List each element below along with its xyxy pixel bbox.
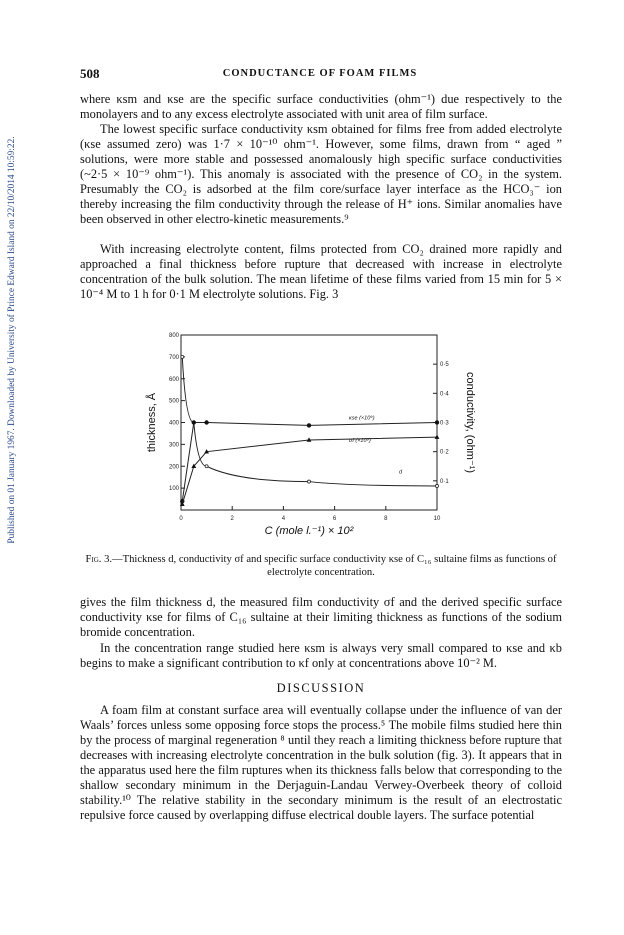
figure-caption-label: Fig. 3. <box>85 554 113 565</box>
x-tick-label-3: 6 <box>332 516 337 522</box>
series-line-0 <box>182 357 437 486</box>
section-heading-discussion: DISCUSSION <box>276 681 366 695</box>
series-line-1 <box>182 423 437 502</box>
figure-caption-text: —Thickness d, conductivity σf and specific surface conductivity κse of C₁₆ sultaine films as functions of electrolyte concentration. <box>112 554 557 578</box>
series-label-2: σf (×10⁹) <box>349 438 371 444</box>
figure-caption <box>80 553 562 579</box>
y-left-tick-label-7: 800 <box>168 333 179 339</box>
series-1-point-3 <box>307 423 311 427</box>
y-right-tick-label-2: 0·3 <box>440 420 449 427</box>
running-head: CONDUCTANCE OF FOAM FILMS <box>222 68 418 79</box>
y-left-tick-label-4: 500 <box>168 398 179 405</box>
y-left-tick-label-2: 300 <box>168 442 179 449</box>
y-right-tick-label-0: 0·1 <box>440 478 449 485</box>
y-left-tick-label-5: 600 <box>168 376 179 383</box>
x-axis-label: C (mole l.⁻¹) × 10² <box>264 525 354 537</box>
page-number: 508 <box>80 66 100 81</box>
x-tick-label-0: 0 <box>179 516 183 522</box>
y-right-tick-label-4: 0·5 <box>440 362 449 369</box>
series-1-point-1 <box>192 420 196 424</box>
y-left-tick-label-1: 200 <box>168 464 179 471</box>
series-1-point-2 <box>204 420 208 424</box>
series-0-point-2 <box>205 465 208 468</box>
series-0-point-3 <box>308 480 311 483</box>
series-1-point-4 <box>435 420 439 424</box>
paragraph-5: In the concentration range studied here κsm is always very small compared to κse and κb begins to make a significant contribution to κf only at concentrations above 10⁻² M. <box>80 641 562 670</box>
y-left-axis-label: thickness, Å <box>146 392 158 453</box>
paragraph-3: With increasing electrolyte content, films protected from CO₂ drained more rapidly and approached a final thickness before rupture that decreased with increase in electrolyte concentration of the bulk solution. The mean lifetime of these films varied from 15 min for 5 × 10⁻⁴ M to 1 h for 0·1 M electrolyte solutions. Fig. 3 <box>80 242 562 301</box>
y-right-axis-label: conductivity, (ohm⁻¹) <box>464 372 476 473</box>
y-right-tick-label-1: 0·2 <box>440 449 449 456</box>
y-left-tick-label-0: 100 <box>168 486 179 493</box>
x-tick-label-5: 10 <box>433 516 441 522</box>
x-tick-label-4: 8 <box>384 516 388 522</box>
series-label-0: d <box>399 469 403 476</box>
publication-notice: Published on 01 January 1967. Downloaded by University of Prince Edward Island on 22/10/2014 10:59:22. <box>7 136 17 544</box>
paragraph-4: gives the film thickness d, the measured film conductivity σf and the derived specific surface conductivity κse for films of C₁₆ sultaine at their limiting thickness as functions of the sodium bromide concentration. <box>80 595 562 639</box>
series-0-point-4 <box>436 484 439 487</box>
paragraph-1: where κsm and κse are the specific surface conductivities (ohm⁻¹) due respectively to the monolayers and to any excess electrolyte associated with unit area of film surface. <box>80 92 562 121</box>
y-right-tick-label-3: 0·4 <box>440 391 449 398</box>
y-left-tick-label-3: 400 <box>168 420 179 427</box>
paragraph-2: The lowest specific surface conductivity κsm obtained for films free from added electrolyte (κse assumed zero) was 1·7 × 10⁻¹⁰ ohm⁻¹. However, some films, drawn from “ aged ” solutions, were more stable and possessed anomalously high specific surface conductivities (~2·5 × 10⁻⁹ ohm⁻¹). This anomaly is associated with the presence of CO₂ in the system. Presumably the CO₂ is adsorbed at the film core/surface layer interface as the HCO₃⁻ ion thereby increasing the film conductivity through the release of H⁺ ions. Similar anomalies have been observed in other electro-kinetic measurements.⁹ <box>80 122 562 226</box>
x-tick-label-2: 4 <box>281 516 286 522</box>
page-header <box>80 66 560 82</box>
figure-3-chart <box>0 305 624 565</box>
x-tick-label-1: 2 <box>230 516 234 522</box>
y-left-tick-label-6: 700 <box>168 354 179 361</box>
series-0-point-0 <box>181 355 184 358</box>
series-label-1: κse (×10⁹) <box>349 415 375 422</box>
paragraph-discussion: A foam film at constant surface area will eventually collapse under the influence of van der Waals’ forces unless some opposing force stops the process.⁵ The mobile films studied here thin by the process of marginal regeneration ⁸ until they reach a limiting thickness before rupture that decreases with increasing electrolyte concentration in the bulk solution (fig. 3). It appears that in the apparatus used here the film ruptures when its thickness falls below that corresponding to the shallow secondary minimum in the Derjaguin-Landau Verwey-Overbeek theory of colloid stability.¹⁰ The relative stability in the secondary minimum is the result of an electrostatic repulsive force caused by overlapping diffuse electrical double layers. The surface potential <box>80 703 562 822</box>
